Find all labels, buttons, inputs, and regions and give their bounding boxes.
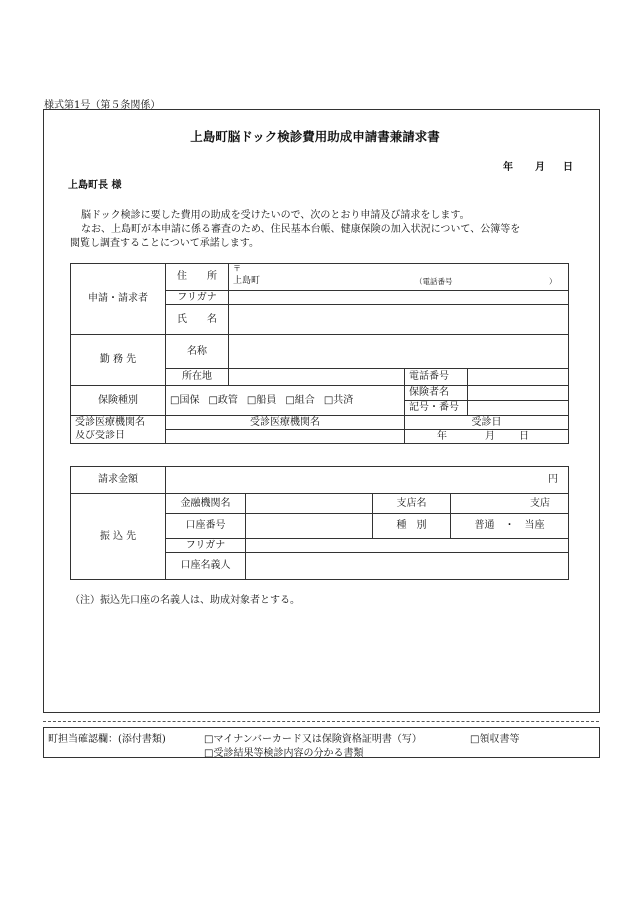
- yen-unit: 円: [548, 474, 558, 485]
- town-name: 上島町: [233, 276, 261, 286]
- insurer-name-field[interactable]: [468, 386, 569, 401]
- name-field[interactable]: [229, 305, 569, 335]
- applicant-label: 申請・請求者: [71, 264, 166, 335]
- workplace-label: 勤 務 先: [71, 335, 166, 386]
- branch-label: 支店名: [373, 494, 451, 514]
- insurance-option-senin[interactable]: □船員: [246, 394, 277, 406]
- applicant-table: [70, 263, 569, 444]
- phone-close: ）: [549, 277, 557, 286]
- office-use-item-1[interactable]: □マイナンバーカード又は保険資格証明書（写）: [204, 734, 422, 745]
- bank-field[interactable]: [246, 494, 373, 514]
- body-text-line-3: 閲覧し調査することについて承諾します。: [70, 238, 259, 249]
- form-number: 様式第1号（第５条関係）: [44, 100, 161, 111]
- office-use-item-3[interactable]: □受診結果等検診内容の分かる書類: [204, 748, 364, 759]
- insurer-number-field[interactable]: [468, 401, 569, 416]
- furigana-label: フリガナ: [166, 291, 229, 305]
- account-furigana-label: フリガナ: [166, 539, 246, 553]
- visit-date-header: 受診日: [405, 416, 569, 430]
- account-number-field[interactable]: [246, 514, 373, 539]
- address-field[interactable]: [229, 264, 569, 291]
- branch-field[interactable]: [451, 494, 569, 514]
- visit-date-field[interactable]: [405, 430, 569, 444]
- office-use-box: [43, 727, 600, 758]
- form-title: 上島町脳ドック検診費用助成申請書兼請求書: [190, 129, 440, 144]
- account-holder-field[interactable]: [246, 553, 569, 580]
- amount-field[interactable]: [166, 467, 569, 494]
- work-location-label: 所在地: [166, 369, 229, 386]
- date-year: 年: [503, 162, 513, 173]
- insurance-option-kyosai[interactable]: □共済: [323, 394, 354, 406]
- visit-date-year: 年: [437, 431, 447, 442]
- account-furigana-field[interactable]: [246, 539, 569, 553]
- clinic-label-2: 及び受診日: [71, 430, 166, 444]
- body-text-line-2: なお、上島町が本申請に係る審査のため、住民基本台帳、健康保険の加入状況について、公簿等を: [81, 224, 521, 235]
- work-name-label: 名称: [166, 335, 229, 369]
- office-use-item-2[interactable]: □領収書等: [470, 734, 520, 745]
- postal-mark: 〒: [233, 264, 241, 273]
- furigana-field[interactable]: [229, 291, 569, 305]
- clinic-label-1: 受診医療機関名: [71, 416, 166, 430]
- body-text-line-1: 脳ドック検診に要した費用の助成を受けたいので、次のとおり申請及び請求をします。: [81, 210, 470, 221]
- work-phone-label: 電話番号: [405, 369, 468, 386]
- date-day: 日: [563, 162, 573, 173]
- date-month: 月: [535, 162, 545, 173]
- insurance-label: 保険種別: [71, 386, 166, 416]
- account-number-label: 口座番号: [166, 514, 246, 539]
- amount-label: 請求金額: [71, 467, 166, 494]
- insurance-option-kokuho[interactable]: □国保: [170, 394, 200, 406]
- account-holder-label: 口座名義人: [166, 553, 246, 580]
- work-phone-field[interactable]: [468, 369, 569, 386]
- insurance-options[interactable]: [166, 386, 405, 416]
- cut-line: [43, 721, 599, 722]
- insurance-option-seikan[interactable]: □政管: [208, 394, 238, 406]
- transfer-label: 振 込 先: [71, 494, 166, 580]
- phone-open: （電話番号: [415, 277, 453, 286]
- insurer-name-label: 保険者名: [405, 386, 468, 401]
- insurer-number-label: 記号・番号: [405, 401, 468, 416]
- account-type-options[interactable]: 普通 ・ 当座: [451, 514, 569, 539]
- office-use-label: 町担当確認欄：(添付書類): [48, 734, 166, 745]
- payment-table: [70, 466, 569, 580]
- type-label: 種 別: [373, 514, 451, 539]
- bank-label: 金融機関名: [166, 494, 246, 514]
- visit-date-month: 月: [485, 431, 495, 442]
- branch-suffix: 支店: [530, 497, 550, 509]
- clinic-header: 受診医療機関名: [166, 416, 405, 430]
- clinic-field[interactable]: [166, 430, 405, 444]
- work-location-field[interactable]: [229, 369, 405, 386]
- insurance-option-kumiai[interactable]: □組合: [285, 394, 315, 406]
- address-label: 住 所: [166, 264, 229, 291]
- work-name-field[interactable]: [229, 335, 569, 369]
- addressee: 上島町長 様: [68, 180, 122, 191]
- visit-date-day: 日: [519, 431, 529, 442]
- name-label: 氏 名: [166, 305, 229, 335]
- note-text: （注）振込先口座の名義人は、助成対象者とする。: [70, 595, 300, 606]
